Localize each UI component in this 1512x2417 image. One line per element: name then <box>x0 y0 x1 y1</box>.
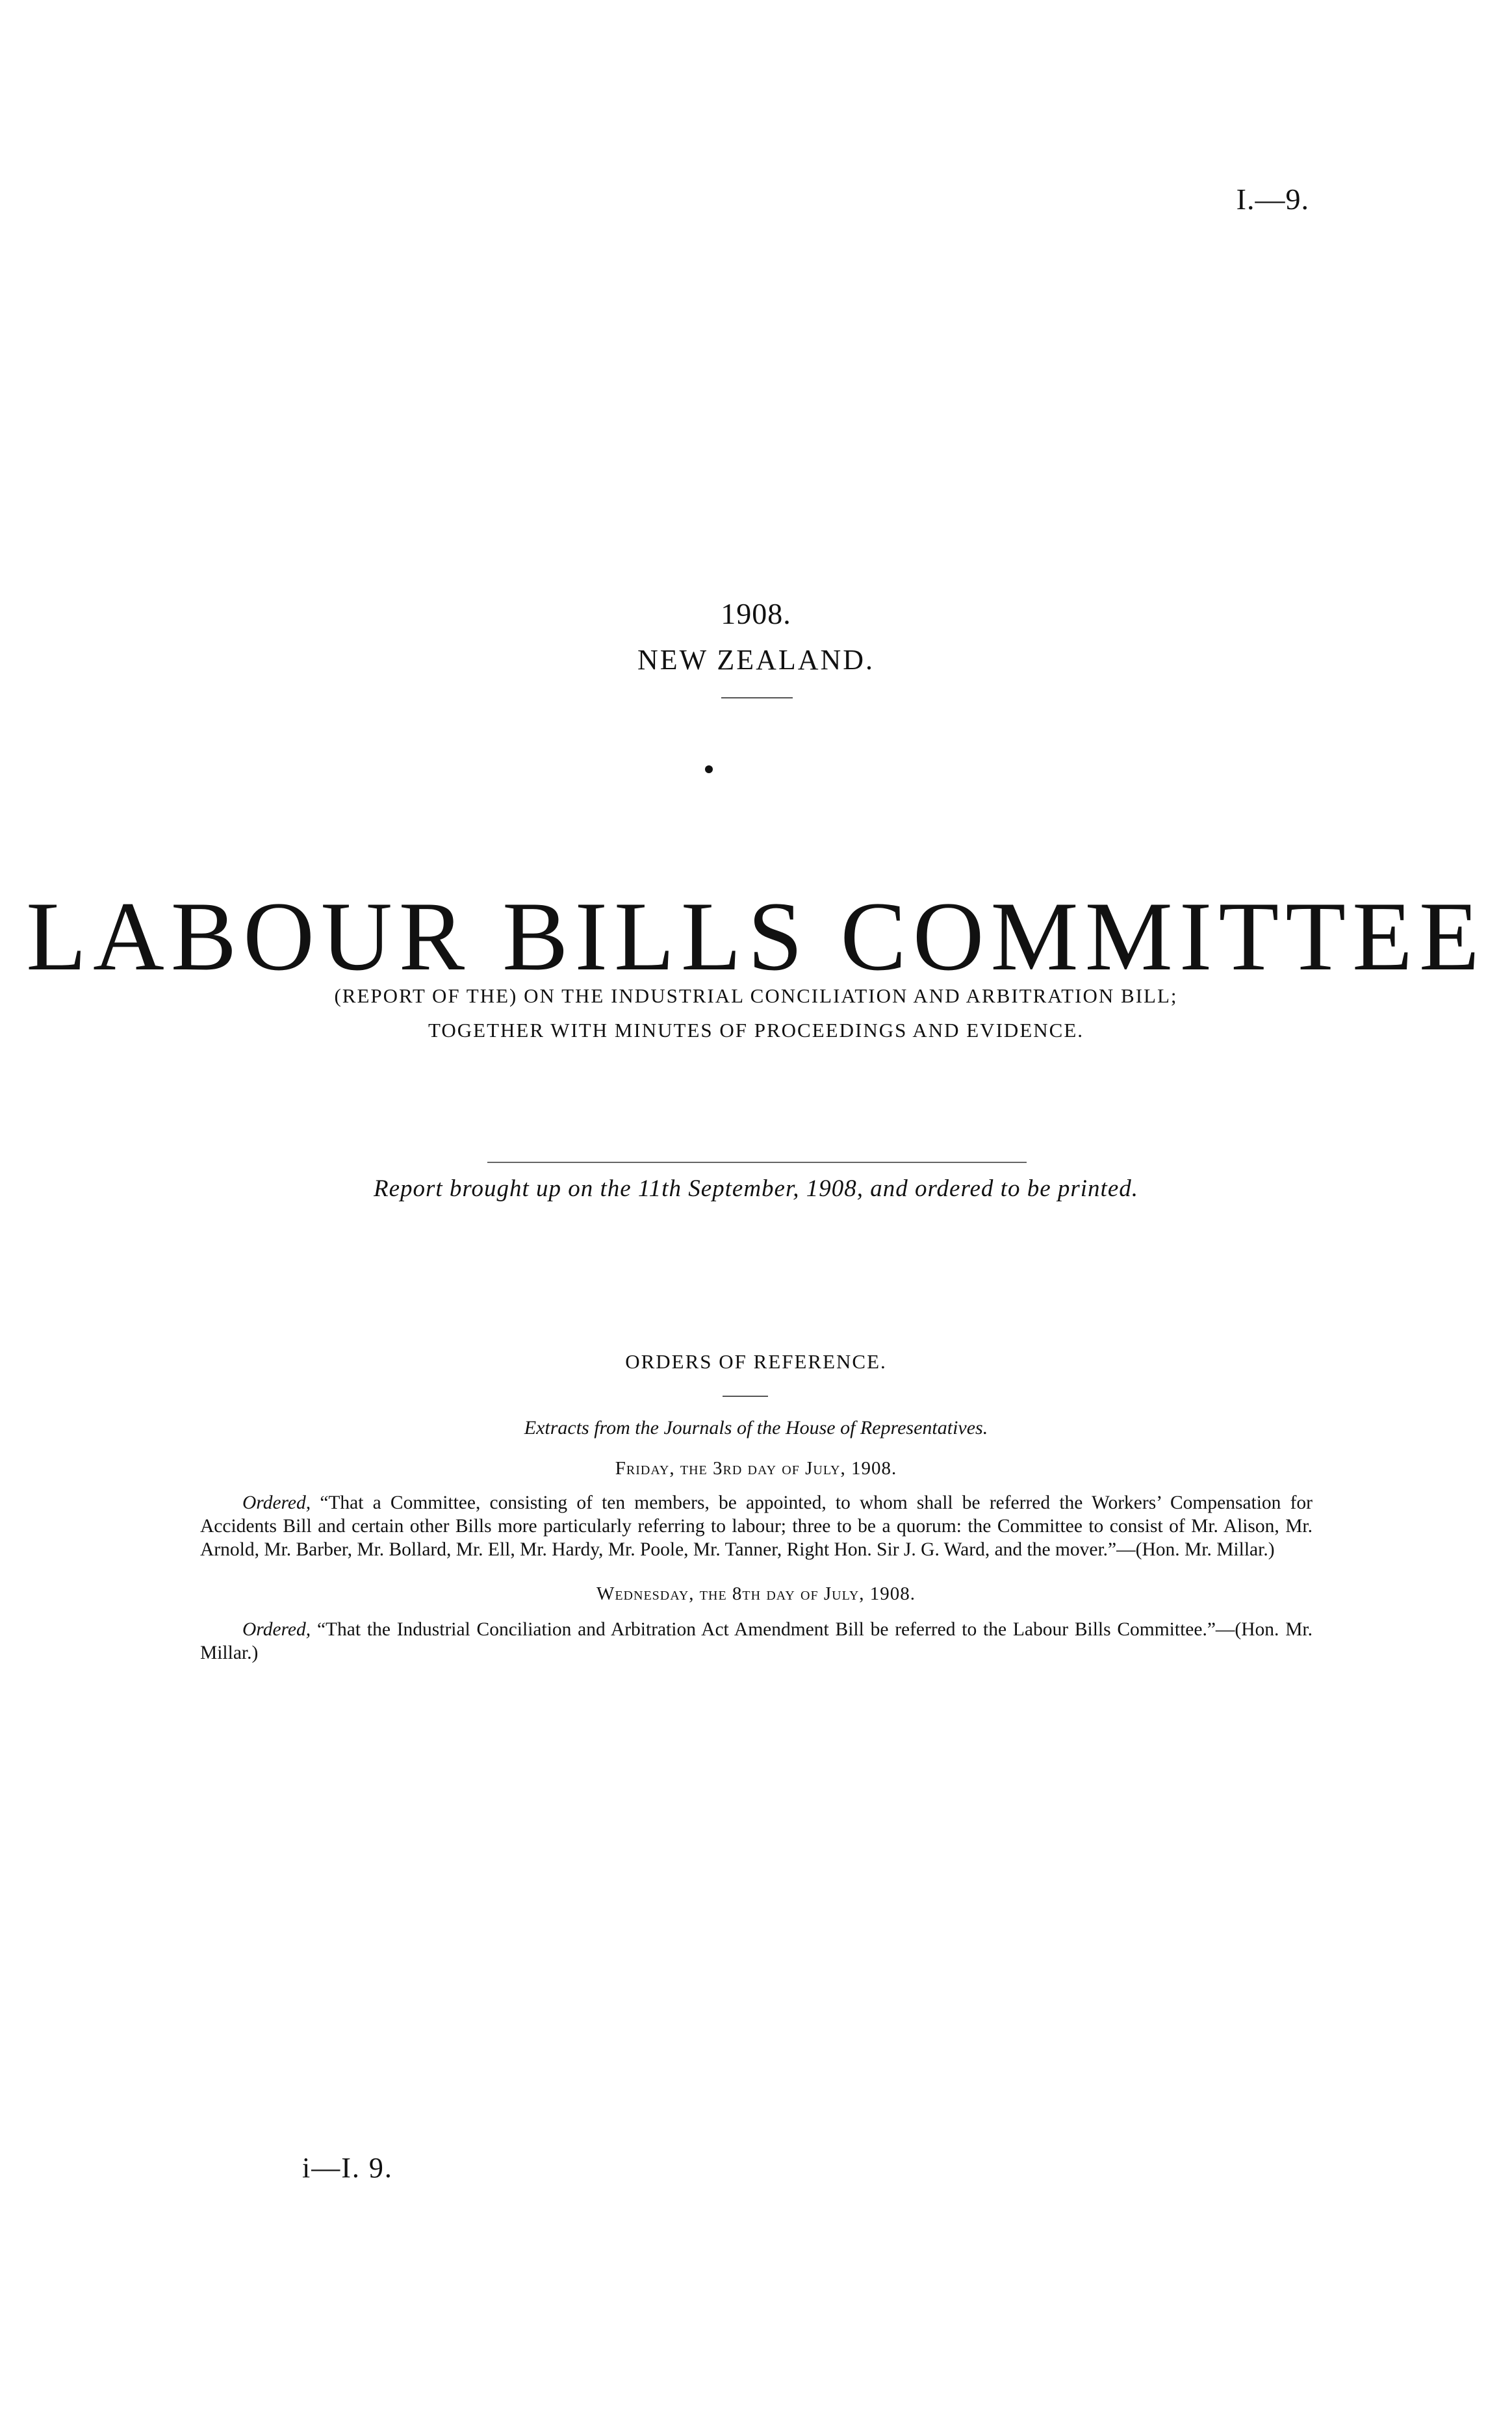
order-text: “That a Committee, consisting of ten members, be appointed, to whom shall be referred the Workers’ Compensation for Accidents Bill and certain other Bills more particularly referring to labour; three to be a quorum: the Committee to consist of Mr. Alison, Mr. Arnold, Mr. Barber, Mr. Bollard, Mr. Ell, Mr. Hardy, Mr. Poole, Mr. Tanner, Right Hon. Sir J. G. Ward, and the mover.”—(Hon. Mr. Millar.) <box>200 1492 1313 1560</box>
subtitle-line-2: TOGETHER WITH MINUTES OF PROCEEDINGS AND EVIDENCE. <box>428 1019 1084 1042</box>
order-paragraph <box>200 1491 1313 1561</box>
divider-rule <box>487 1162 1027 1163</box>
report-statement: Report brought up on the 11th September, 1908, and ordered to be printed. <box>373 1175 1139 1202</box>
page-reference: I.—9. <box>1236 183 1309 216</box>
extracts-caption: Extracts from the Journals of the House of Representatives. <box>524 1417 988 1439</box>
document-title: LABOUR BILLS COMMITTEE <box>26 882 1486 991</box>
year: 1908. <box>721 597 791 630</box>
divider-rule <box>721 697 793 698</box>
order-text: “That the Industrial Conciliation and Arbitration Act Amendment Bill be referred to the Labour Bills Committee.”—(Hon. Mr. Millar.) <box>200 1619 1313 1663</box>
ornament-dot <box>705 765 713 773</box>
subtitle-line-1: (REPORT OF THE) ON THE INDUSTRIAL CONCILIATION AND ARBITRATION BILL; <box>334 984 1178 1007</box>
order-lead: Ordered, <box>242 1619 311 1640</box>
orders-heading: ORDERS OF REFERENCE. <box>625 1350 887 1373</box>
country: NEW ZEALAND. <box>637 644 875 676</box>
order-date: Wednesday, the 8th day of July, 1908. <box>596 1583 916 1604</box>
order-date: Friday, the 3rd day of July, 1908. <box>615 1458 897 1479</box>
sheet-reference: i—I. 9. <box>302 2152 393 2184</box>
order-lead: Ordered, <box>242 1492 311 1513</box>
divider-rule <box>723 1396 768 1397</box>
order-paragraph <box>200 1618 1313 1665</box>
